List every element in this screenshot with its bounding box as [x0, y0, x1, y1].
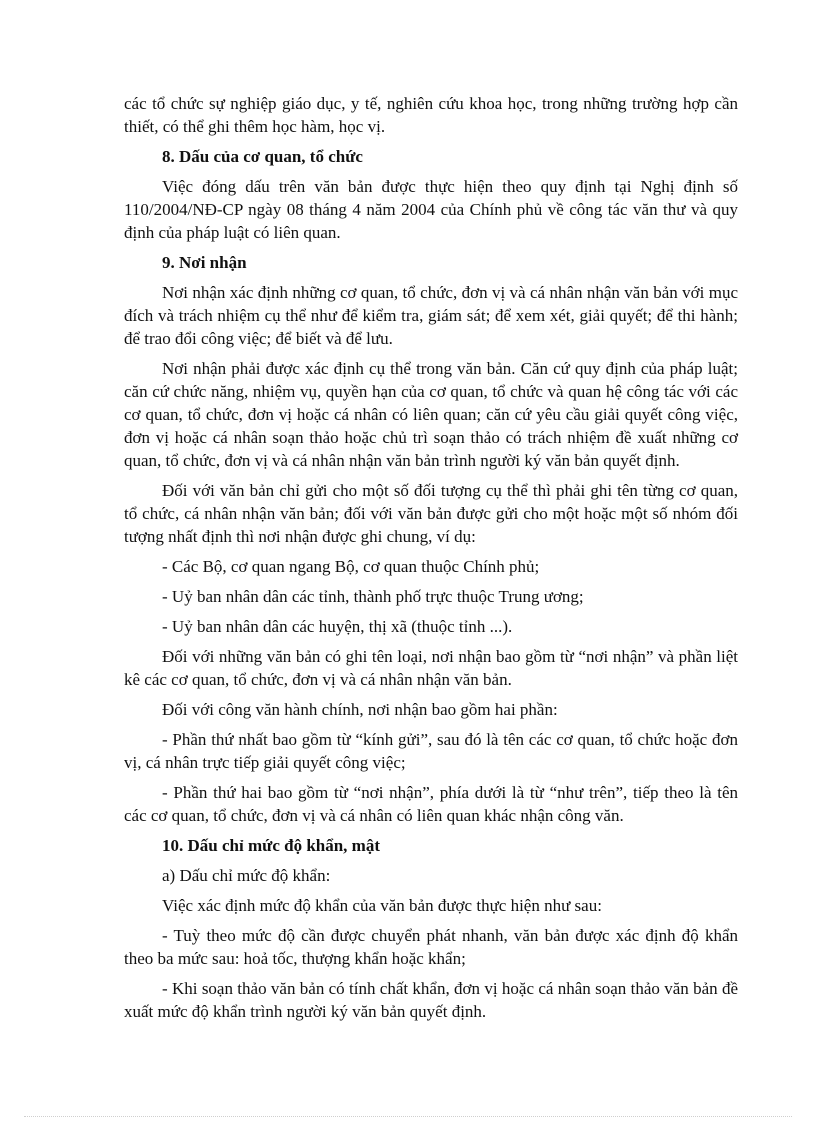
paragraph: - Phần thứ nhất bao gồm từ “kính gửi”, sau đó là tên các cơ quan, tổ chức hoặc đơn vị, cá nhân trực tiếp giải quyết công việc;: [124, 730, 738, 772]
section-heading: 10. Dấu chỉ mức độ khẩn, mật: [162, 836, 381, 855]
paragraph: - Khi soạn thảo văn bản có tính chất khẩn, đơn vị hoặc cá nhân soạn thảo văn bản đề xuất mức độ khẩn trình người ký văn bản quyết định.: [124, 979, 738, 1021]
paragraph: Nơi nhận xác định những cơ quan, tổ chức, đơn vị và cá nhân nhận văn bản với mục đích và trách nhiệm cụ thể như để kiểm tra, giám sát; để xem xét, giải quyết; để thi hành; để trao đổi công việc; để biết và để lưu.: [124, 283, 738, 348]
paragraph: các tổ chức sự nghiệp giáo dục, y tế, nghiên cứu khoa học, trong những trường hợp cần thiết, có thể ghi thêm học hàm, học vị.: [124, 94, 738, 136]
page-bottom-divider: [24, 1116, 792, 1117]
section-heading: 8. Dấu của cơ quan, tổ chức: [162, 147, 363, 166]
paragraph: Nơi nhận phải được xác định cụ thể trong văn bản. Căn cứ quy định của pháp luật; căn cứ chức năng, nhiệm vụ, quyền hạn của cơ quan, tổ chức và quan hệ công tác với các cơ quan, tổ chức, đơn vị hoặc cá nhân có liên quan; căn cứ yêu cầu giải quyết công việc, đơn vị hoặc cá nhân soạn thảo hoặc chủ trì soạn thảo có trách nhiệm đề xuất những cơ quan, tổ chức, đơn vị và cá nhân nhận văn bản trình người ký văn bản quyết định.: [124, 359, 738, 470]
paragraph: - Các Bộ, cơ quan ngang Bộ, cơ quan thuộc Chính phủ;: [162, 557, 540, 576]
section-heading: 9. Nơi nhận: [162, 253, 247, 272]
paragraph: - Uỷ ban nhân dân các tỉnh, thành phố trực thuộc Trung ương;: [162, 587, 584, 606]
document-body: [124, 92, 738, 1030]
paragraph: Đối với văn bản chỉ gửi cho một số đối tượng cụ thể thì phải ghi tên từng cơ quan, tổ chức, cá nhân nhận văn bản; đối với văn bản được gửi cho một hoặc một số nhóm đối tượng nhất định thì nơi nhận được ghi chung, ví dụ:: [124, 481, 738, 546]
paragraph: - Tuỳ theo mức độ cần được chuyển phát nhanh, văn bản được xác định độ khẩn theo ba mức sau: hoả tốc, thượng khẩn hoặc khẩn;: [124, 926, 738, 968]
paragraph: - Phần thứ hai bao gồm từ “nơi nhận”, phía dưới là từ “như trên”, tiếp theo là tên các cơ quan, tổ chức, đơn vị và cá nhân có liên quan khác nhận công văn.: [124, 783, 738, 825]
paragraph: - Uỷ ban nhân dân các huyện, thị xã (thuộc tỉnh ...).: [162, 617, 513, 636]
paragraph: Đối với những văn bản có ghi tên loại, nơi nhận bao gồm từ “nơi nhận” và phần liệt kê các cơ quan, tổ chức, đơn vị và cá nhân nhận văn bản.: [124, 647, 738, 689]
paragraph: Đối với công văn hành chính, nơi nhận bao gồm hai phần:: [162, 700, 558, 719]
paragraph: Việc đóng dấu trên văn bản được thực hiện theo quy định tại Nghị định số 110/2004/NĐ-CP ngày 08 tháng 4 năm 2004 của Chính phủ về công tác văn thư và quy định của pháp luật có liên quan.: [124, 177, 738, 242]
paragraph: Việc xác định mức độ khẩn của văn bản được thực hiện như sau:: [162, 896, 602, 915]
paragraph: a) Dấu chỉ mức độ khẩn:: [162, 866, 331, 885]
